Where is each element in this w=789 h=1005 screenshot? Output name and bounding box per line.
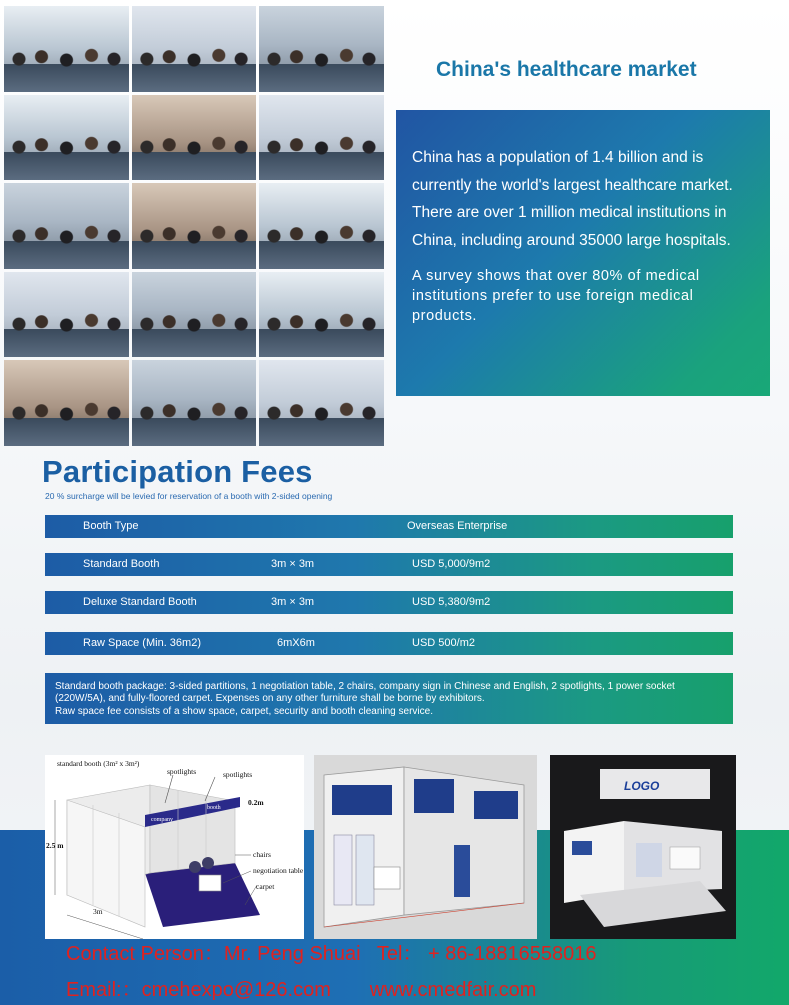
booth-logo-text: LOGO (624, 779, 660, 793)
deluxe-booth-illustration (314, 755, 537, 939)
fees-row-deluxe (45, 591, 733, 614)
diagram-sign-company: company (151, 817, 173, 823)
fees-surcharge-note: 20 % surcharge will be levied for reservation of a booth with 2-sided opening (45, 491, 333, 501)
header-overseas-enterprise: Overseas Enterprise (407, 520, 508, 532)
raw-space-booth-render (550, 755, 736, 939)
fees-row-standard (45, 553, 733, 576)
exhibition-photo (4, 272, 129, 358)
market-info-box (396, 110, 770, 396)
exhibition-photo (259, 6, 384, 92)
header-booth-type: Booth Type (83, 520, 139, 532)
exhibition-photo (259, 183, 384, 269)
diagram-depth-label: 0.2m (248, 798, 264, 807)
row-booth-price: USD 5,000/9m2 (412, 558, 491, 570)
exhibition-photo (259, 272, 384, 358)
diagram-spotlights-label: spotlights (223, 770, 253, 779)
booth-diagram-illustration (45, 755, 304, 939)
fees-row-raw-space (45, 632, 733, 655)
diagram-table-label: negotiation table (253, 866, 304, 875)
exhibition-photo (132, 95, 257, 181)
fees-title: Participation Fees (42, 454, 313, 489)
exhibition-photo (4, 183, 129, 269)
row-booth-price: USD 5,380/9m2 (412, 596, 491, 608)
market-paragraph-1: China has a population of 1.4 billion and is currently the world's largest healthcare market. There are over 1 million medical institutions in China, including around 35000 large hospitals. (412, 149, 733, 249)
row-booth-type: Raw Space (Min. 36m2) (83, 637, 201, 649)
deluxe-booth-render (314, 755, 537, 939)
exhibition-photo-grid (4, 6, 384, 446)
row-booth-price: USD 500/m2 (412, 637, 475, 649)
market-title: China's healthcare market (436, 58, 697, 81)
exhibition-photo (4, 95, 129, 181)
diagram-title: standard booth (3m² x 3m²) (57, 759, 140, 768)
exhibition-photo (132, 6, 257, 92)
diagram-spotlights-label: spotlights (167, 767, 197, 776)
row-booth-type: Deluxe Standard Booth (83, 596, 197, 608)
standard-booth-diagram (45, 755, 304, 939)
diagram-carpet-label: carpet (256, 882, 275, 891)
exhibition-photo (4, 6, 129, 92)
contact-person-line: Contact Person：Mr. Peng Shuai Tel： + 86-18816558016 (66, 943, 597, 965)
exhibition-photo (132, 272, 257, 358)
row-booth-size: 3m × 3m (271, 558, 315, 570)
exhibition-photo (132, 183, 257, 269)
exhibition-photo (259, 95, 384, 181)
package-line-2: Raw space fee consists of a show space, carpet, security and booth cleaning service. (55, 705, 433, 717)
row-booth-size: 6mX6m (277, 637, 315, 649)
contact-email-website-line: Email:：cmehexpo@126.com www.cmedfair.com (66, 979, 537, 1001)
diagram-width-label: 3m (93, 907, 103, 916)
exhibition-photo (4, 360, 129, 446)
exhibition-photo (132, 360, 257, 446)
row-booth-size: 3m × 3m (271, 596, 315, 608)
booth-package-description (45, 673, 733, 724)
diagram-chairs-label: chairs (253, 850, 271, 859)
diagram-sign-booth: booth (207, 805, 221, 811)
package-line-1: Standard booth package: 3-sided partitions, 1 negotiation table, 2 chairs, company sign in Chinese and English, 2 spotlights, 1 power socket (220W/5A), and fully-floored carpet. Expenses on any other furniture shall be borne by exhibitors. (55, 681, 675, 705)
exhibition-photo (259, 360, 384, 446)
row-booth-type: Standard Booth (83, 558, 160, 570)
diagram-height-label: 2.5 m (46, 841, 64, 850)
market-paragraph-2: A survey shows that over 80% of medical institutions prefer to use foreign medical products. (412, 268, 700, 324)
fees-header-row (45, 515, 733, 538)
